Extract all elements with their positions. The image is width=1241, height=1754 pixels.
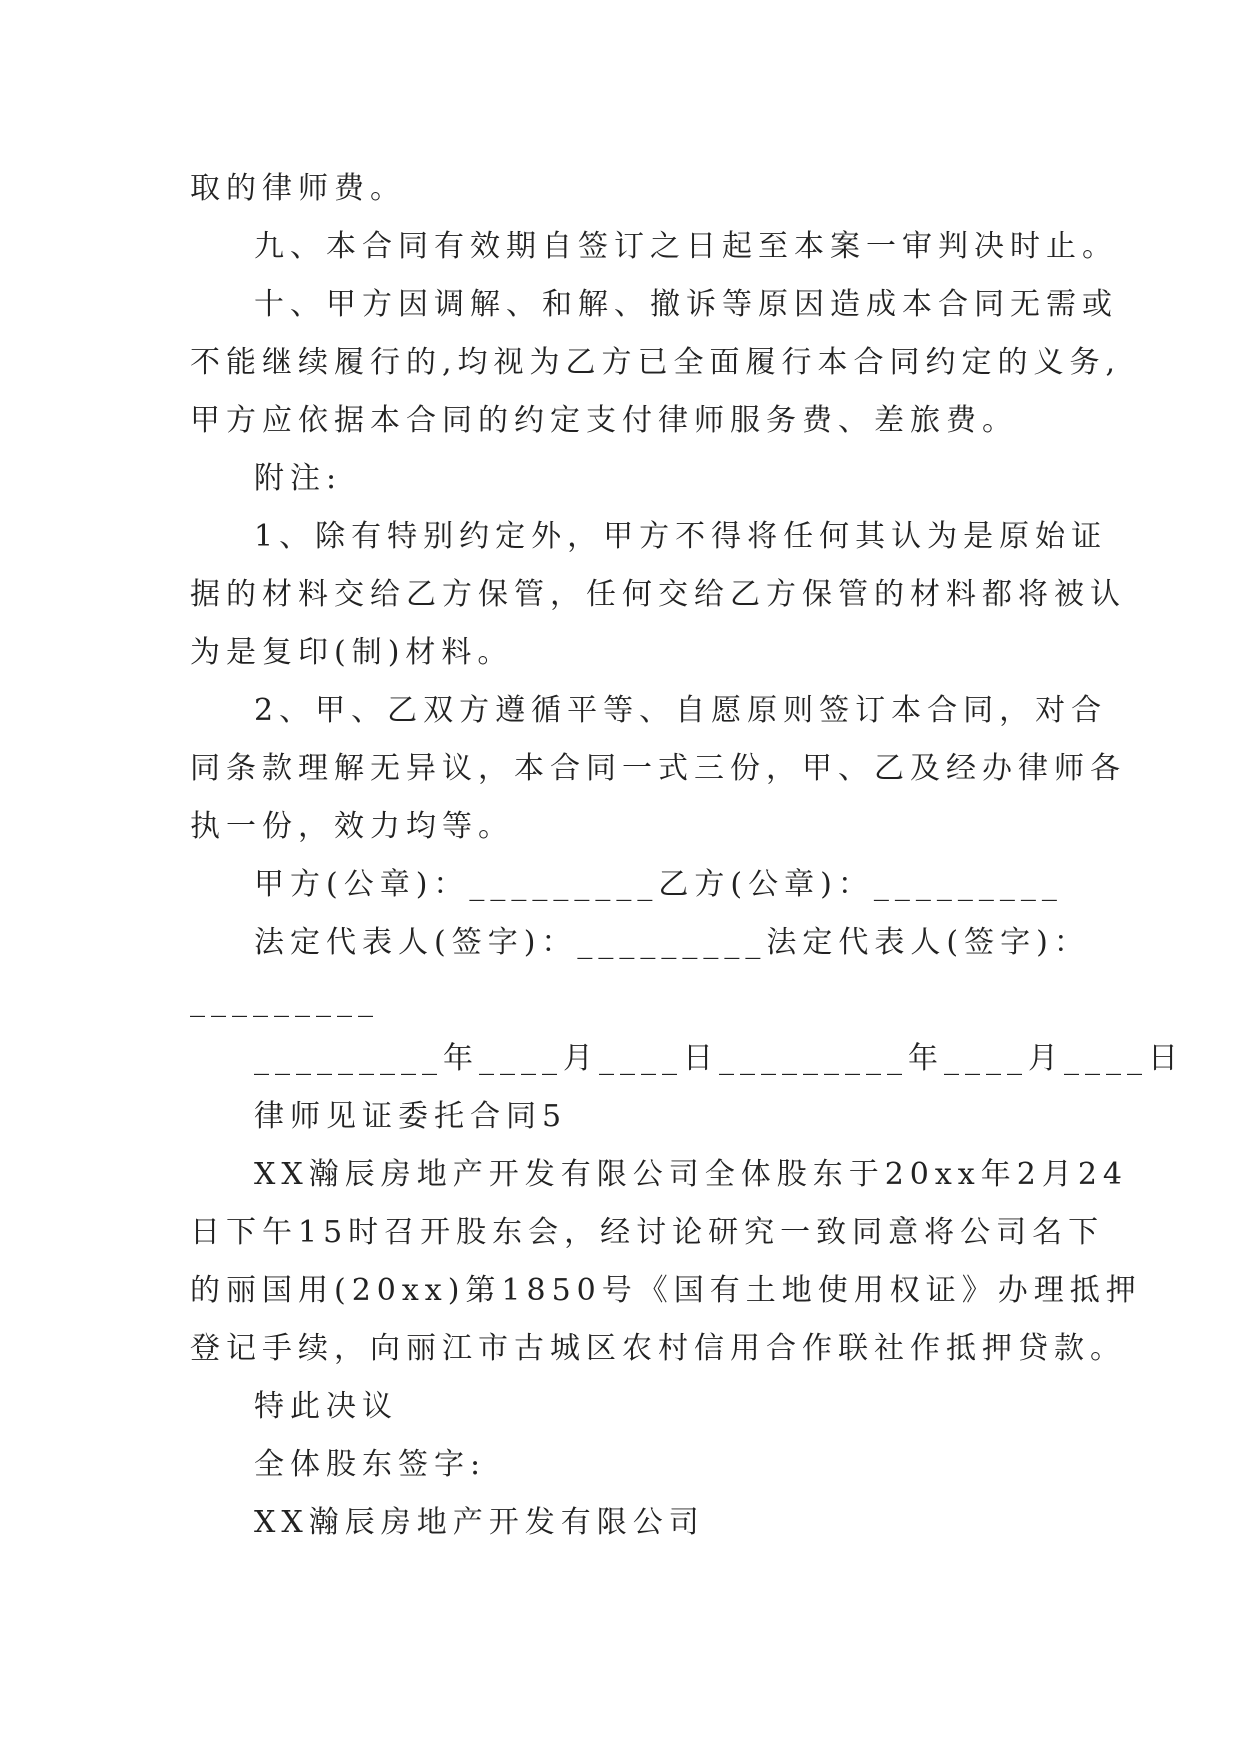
text-line: 取的律师费。 (190, 171, 406, 206)
text-line: 不能继续履行的,均视为乙方已全面履行本合同约定的义务, (190, 345, 1122, 380)
text-line: 九、本合同有效期自签订之日起至本案一审判决时止。 (254, 229, 1118, 264)
text-line: 附注: (254, 461, 343, 496)
signature-blank: _________ (190, 983, 379, 1018)
signature-line: 法定代表人(签字)：_________法定代表人(签字)： (254, 925, 1090, 960)
text-line: 特此决议 (254, 1389, 398, 1424)
text-line: 的丽国用(20xx)第1850号《国有土地使用权证》办理抵押 (190, 1273, 1142, 1308)
text-line: XX瀚辰房地产开发有限公司全体股东于20xx年2月24 (254, 1157, 1128, 1192)
text-line: 日下午15时召开股东会，经讨论研究一致同意将公司名下 (190, 1215, 1105, 1250)
date-line: _________年____月____日_________年____月____日 (254, 1041, 1184, 1076)
text-line: XX瀚辰房地产开发有限公司 (254, 1505, 705, 1540)
text-line: 登记手续，向丽江市古城区农村信用合作联社作抵押贷款。 (190, 1331, 1126, 1366)
text-line: 甲方应依据本合同的约定支付律师服务费、差旅费。 (190, 403, 1018, 438)
text-line: 1、除有特别约定外，甲方不得将任何其认为是原始证 (254, 519, 1108, 554)
text-line: 为是复印(制)材料。 (190, 635, 514, 670)
text-line: 同条款理解无异议，本合同一式三份，甲、乙及经办律师各 (190, 751, 1126, 786)
text-line: 执一份，效力均等。 (190, 809, 514, 844)
text-line: 据的材料交给乙方保管，任何交给乙方保管的材料都将被认 (190, 577, 1126, 612)
text-line: 全体股东签字: (254, 1447, 487, 1482)
document-body (190, 160, 1184, 1552)
signature-line: 甲方(公章)：_________乙方(公章)：_________ (254, 867, 1063, 902)
section-title: 律师见证委托合同5 (254, 1099, 568, 1134)
text-line: 2、甲、乙双方遵循平等、自愿原则签订本合同，对合 (254, 693, 1108, 728)
text-line: 十、甲方因调解、和解、撤诉等原因造成本合同无需或 (254, 287, 1118, 322)
